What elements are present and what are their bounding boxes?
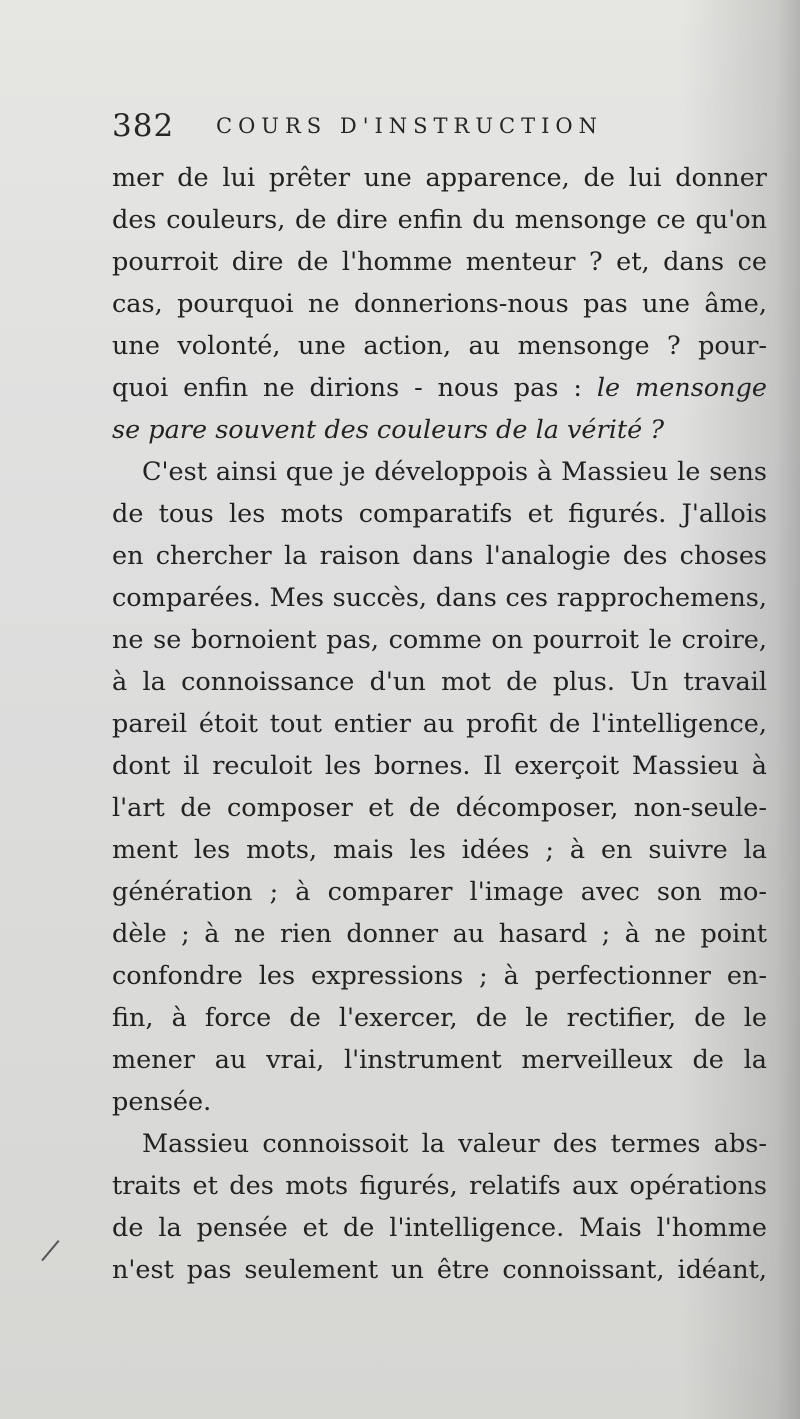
text-line (112, 241, 767, 283)
text-line (112, 409, 767, 451)
line-text: fin, à force de l'exercer, de le rectifier, de le (112, 1003, 767, 1033)
line-text: quoi enfin ne dirions - nous pas : (112, 373, 597, 403)
text-line (112, 493, 767, 535)
line-text: en chercher la raison dans l'analogie des choses (112, 541, 767, 571)
line-text: ne se bornoient pas, comme on pourroit le croire, (112, 625, 767, 655)
text-line (112, 997, 767, 1039)
line-text: mener au vrai, l'instrument merveilleux de la (112, 1045, 767, 1075)
line-text: pourroit dire de l'homme menteur ? et, dans ce (112, 247, 767, 277)
text-line (112, 1081, 767, 1123)
text-line (112, 367, 767, 409)
line-text: de tous les mots comparatifs et figurés. J'allois (112, 499, 767, 529)
line-text: ment les mots, mais les idées ; à en suivre la (112, 835, 767, 865)
line-text: de la pensée et de l'intelligence. Mais l'homme (112, 1213, 767, 1243)
text-line (112, 661, 767, 703)
line-text: confondre les expressions ; à perfectionner en- (112, 961, 767, 991)
line-text: pensée. (112, 1087, 212, 1117)
running-head: COURS D'INSTRUCTION (216, 114, 603, 138)
body-text (112, 157, 767, 1291)
text-line (112, 955, 767, 997)
line-text: traits et des mots figurés, relatifs aux opérations (112, 1171, 767, 1201)
text-line (112, 871, 767, 913)
text-line (112, 1123, 767, 1165)
text-line (112, 703, 767, 745)
line-text: dont il reculoit les bornes. Il exerçoit Massieu à (112, 751, 767, 781)
line-text: n'est pas seulement un être connoissant, idéant, (112, 1255, 767, 1285)
text-line (112, 829, 767, 871)
line-text: C'est ainsi que je développois à Massieu le sens (142, 457, 767, 487)
text-line (112, 325, 767, 367)
italic-text: se pare souvent des couleurs de la vérité ? (112, 415, 664, 445)
line-text: des couleurs, de dire enfin du mensonge ce qu'on (112, 205, 767, 235)
text-line (112, 787, 767, 829)
text-line (112, 619, 767, 661)
text-line (112, 535, 767, 577)
text-line (112, 199, 767, 241)
line-text: l'art de composer et de décomposer, non-seule- (112, 793, 767, 823)
line-text: Massieu connoissoit la valeur des termes abs- (142, 1129, 767, 1159)
text-line (112, 1207, 767, 1249)
text-line (112, 1165, 767, 1207)
line-text: pareil étoit tout entier au profit de l'intelligence, (112, 709, 767, 739)
line-text: une volonté, une action, au mensonge ? pour- (112, 331, 767, 361)
text-line (112, 577, 767, 619)
text-line (112, 283, 767, 325)
line-text: mer de lui prêter une apparence, de lui donner (112, 163, 767, 193)
text-line (112, 1039, 767, 1081)
line-text: dèle ; à ne rien donner au hasard ; à ne point (112, 919, 767, 949)
text-line (112, 913, 767, 955)
text-line (112, 745, 767, 787)
page-number: 382 (112, 108, 175, 144)
text-line (112, 157, 767, 199)
line-text: cas, pourquoi ne donnerions-nous pas une âme, (112, 289, 767, 319)
line-text: comparées. Mes succès, dans ces rapprochemens, (112, 583, 767, 613)
italic-text: le mensonge (596, 373, 767, 403)
text-line (112, 1249, 767, 1291)
page-header (112, 108, 772, 152)
line-text: à la connoissance d'un mot de plus. Un travail (112, 667, 767, 697)
text-line (112, 451, 767, 493)
line-text: génération ; à comparer l'image avec son mo- (112, 877, 767, 907)
pencil-mark (41, 1240, 72, 1271)
